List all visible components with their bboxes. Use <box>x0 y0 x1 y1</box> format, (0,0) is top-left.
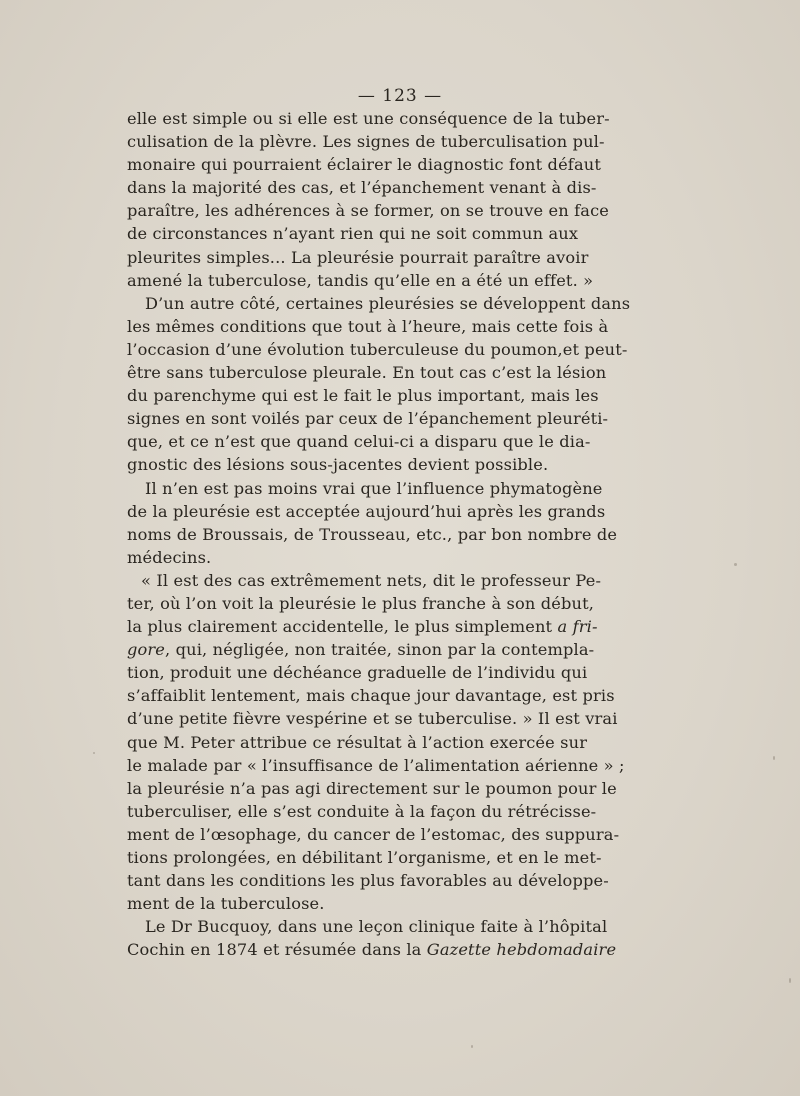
text-line: culisation de la plèvre. Les signes de tuberculisation pul- <box>127 132 605 152</box>
italic-text: gore <box>127 640 166 660</box>
text-line: « Il est des cas extrêmement nets, dit le professeur Pe- <box>141 570 602 590</box>
italic-text: Gazette hebdomadaire <box>426 940 617 960</box>
paper-speck <box>471 1045 473 1048</box>
text-line: elle est simple ou si elle est une conséquence de la tuber- <box>127 109 610 128</box>
text-line: pleurites simples... La pleurésie pourrait paraître avoir <box>127 247 589 267</box>
text-line: monaire qui pourraient éclairer le diagnostic font défaut <box>127 155 601 175</box>
text-line: tuberculiser, elle s’est conduite à la façon du rétrécisse- <box>127 801 597 821</box>
text-line: que M. Peter attribue ce résultat à l’action exercée sur <box>127 732 588 752</box>
text-line: les mêmes conditions que tout à l’heure, mais cette fois à <box>127 316 609 336</box>
text-line: dans la majorité des cas, et l’épanchement venant à dis- <box>127 178 597 198</box>
text-line: tion, produit une déchéance graduelle de l’individu qui <box>127 663 588 683</box>
text-line <box>127 615 598 638</box>
text-line: que, et ce n’est que quand celui-ci a disparu que le dia- <box>127 432 591 452</box>
text-line: ment de la tuberculose. <box>127 894 325 914</box>
text-segment: Cochin en 1874 et résumée dans la <box>127 940 427 960</box>
text-line: d’une petite fièvre vespérine et se tuberculise. » Il est vrai <box>127 709 618 729</box>
paper-speck <box>734 563 737 566</box>
text-line: D’un autre côté, certaines pleurésies se développent dans <box>145 293 631 313</box>
text-line <box>127 938 617 961</box>
paper-speck <box>93 752 95 754</box>
text-line: signes en sont voilés par ceux de l’épanchement pleuréti- <box>127 409 609 429</box>
text-line: du parenchyme qui est le fait le plus important, mais les <box>127 386 599 406</box>
body-text <box>127 107 631 961</box>
text-line: l’occasion d’une évolution tuberculeuse du poumon,et peut- <box>127 339 628 359</box>
text-line: paraître, les adhérences à se former, on se trouve en face <box>127 201 610 221</box>
page-number: — 123 — <box>357 86 443 106</box>
text-line: gnostic des lésions sous-jacentes devient possible. <box>127 455 549 475</box>
text-line: la pleurésie n’a pas agi directement sur le poumon pour le <box>127 778 617 798</box>
text-line: noms de Broussais, de Trousseau, etc., par bon nombre de <box>127 524 618 544</box>
text-line: ter, où l’on voit la pleurésie le plus franche à son début, <box>127 593 595 613</box>
text-segment: la plus clairement accidentelle, le plus simplement <box>127 617 558 637</box>
text-line: de circonstances n’ayant rien qui ne soit commun aux <box>127 224 579 244</box>
text-line: Il n’en est pas moins vrai que l’influence phymatogène <box>145 478 603 498</box>
italic-text: a fri- <box>557 617 598 637</box>
text-line: tant dans les conditions les plus favorables au développe- <box>127 871 609 891</box>
text-line: Le Dr Bucquoy, dans une leçon clinique faite à l’hôpital <box>145 917 608 937</box>
text-line: s’affaiblit lentement, mais chaque jour davantage, est pris <box>127 686 615 706</box>
paper-speck <box>789 978 791 983</box>
text-line: médecins. <box>127 547 212 567</box>
text-line <box>127 638 595 661</box>
text-segment: , qui, négligée, non traitée, sinon par la contempla- <box>165 640 595 660</box>
text-line: ment de l’œsophage, du cancer de l’estomac, des suppura- <box>127 824 620 844</box>
paper-speck <box>773 756 775 760</box>
text-line: de la pleurésie est acceptée aujourd’hui après les grands <box>127 501 606 521</box>
text-line: amené la tuberculose, tandis qu’elle en a été un effet. » <box>127 270 594 290</box>
text-line: le malade par « l’insuffisance de l’alimentation aérienne » ; <box>127 755 625 775</box>
text-line: être sans tuberculose pleurale. En tout cas c’est la lésion <box>127 363 607 383</box>
text-line: tions prolongées, en débilitant l’organisme, et en le met- <box>127 848 602 867</box>
